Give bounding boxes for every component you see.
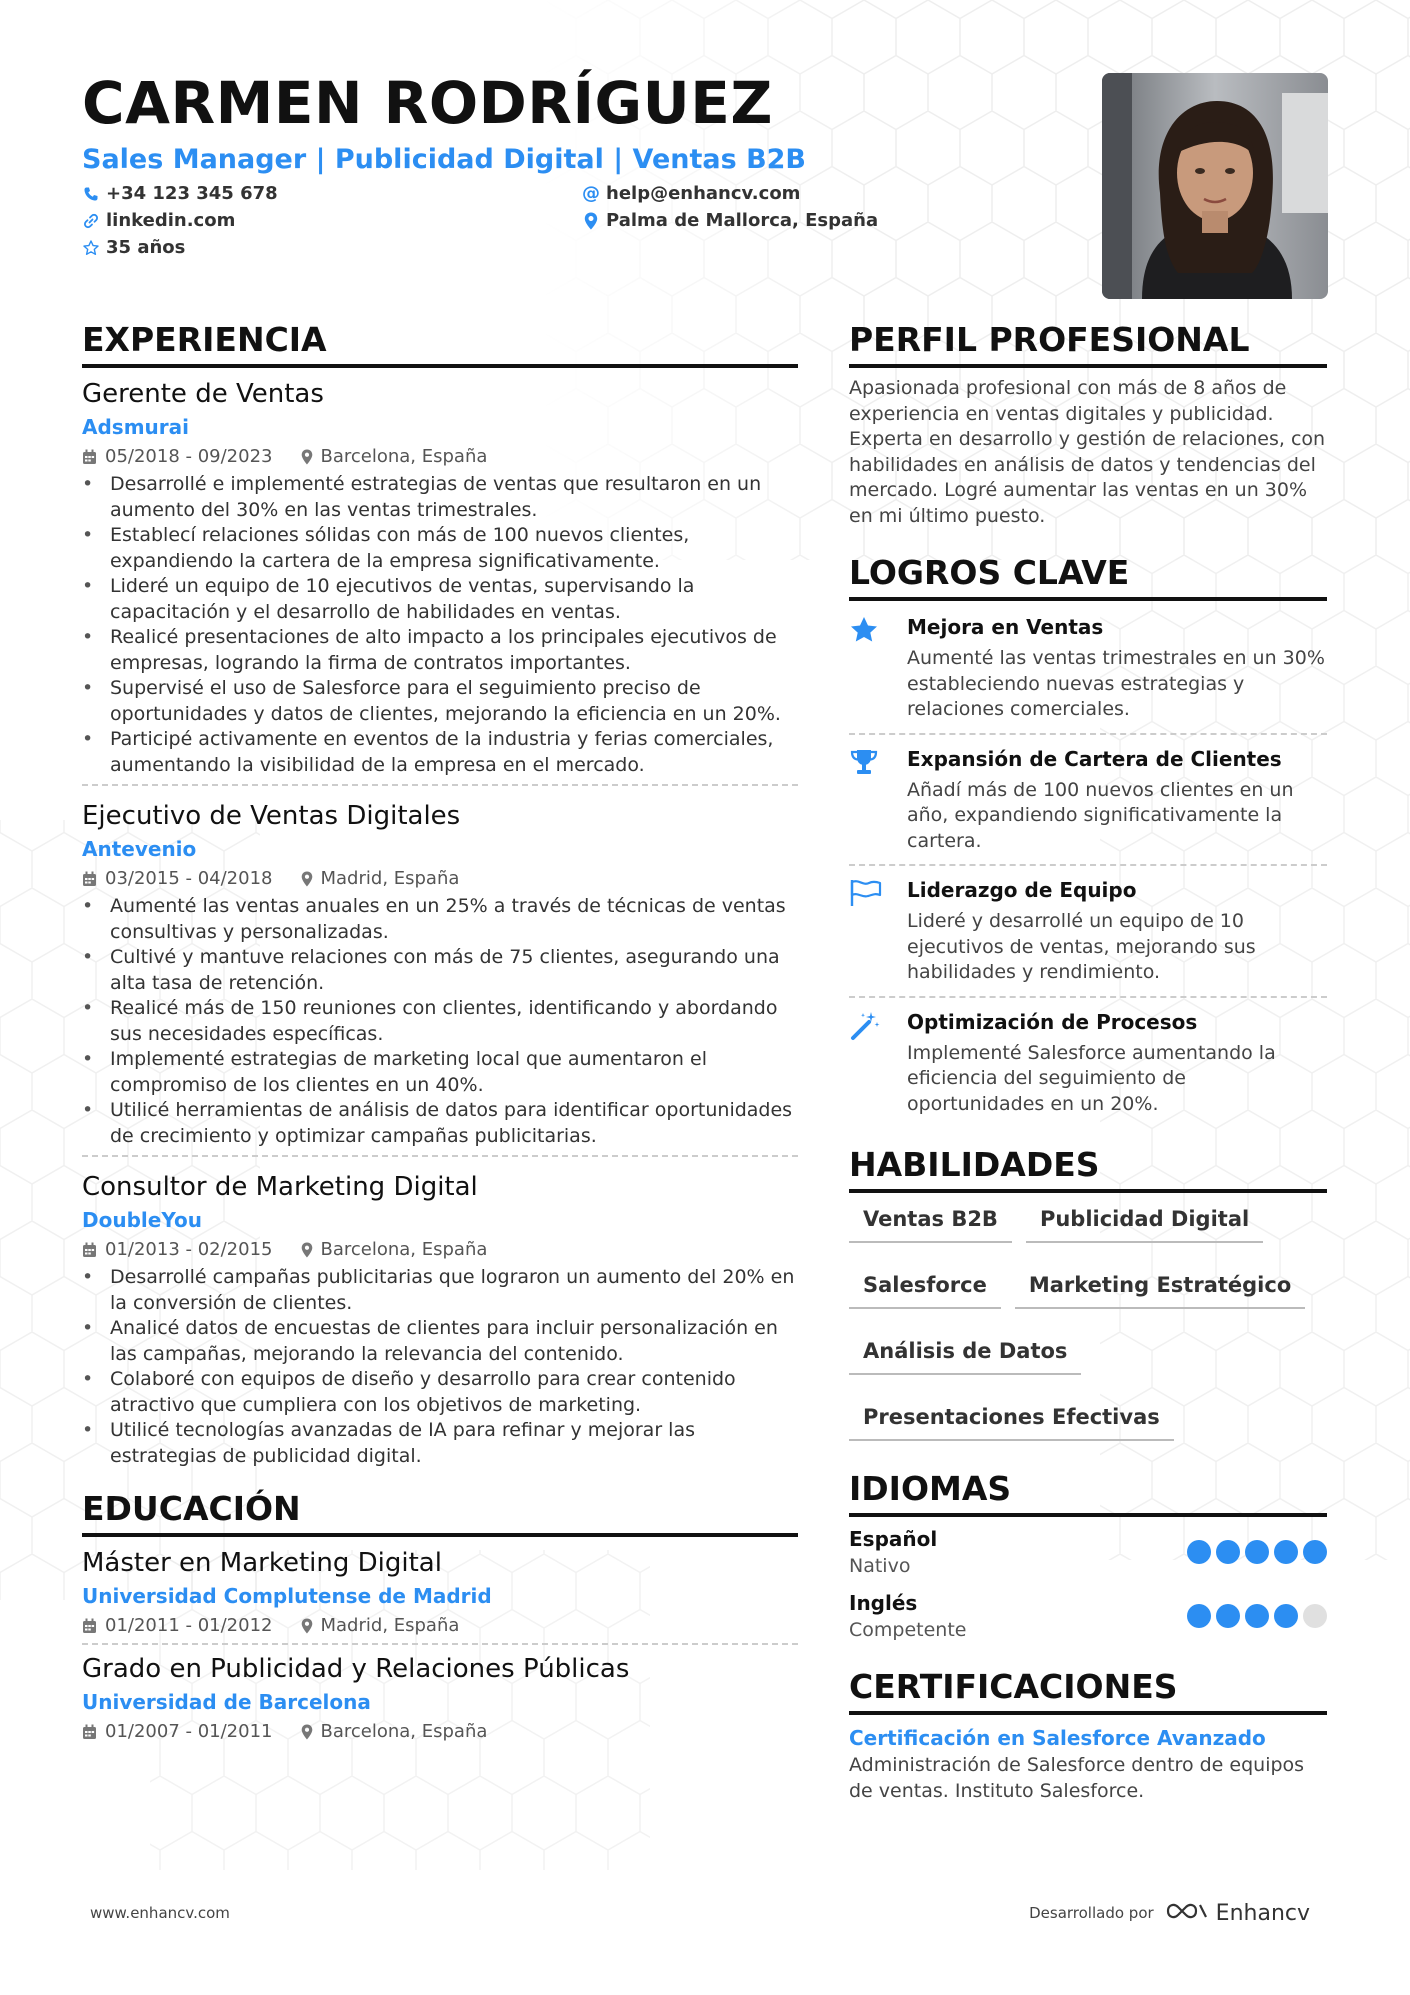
achievement-bullets [82, 894, 798, 1149]
achievements-list [849, 603, 1327, 1127]
achievement-bullets [82, 472, 798, 778]
bullet-item: • Desarrollé e implementé estrategias de ventas que resultaron en un aumento del 30% en las ventas trimestrales. [82, 472, 798, 523]
link-icon [82, 212, 100, 230]
bullet-item: • Realicé presentaciones de alto impacto a los principales ejecutivos de empresas, logrando la firma de contratos importantes. [82, 625, 798, 676]
date-range [82, 1717, 273, 1747]
proficiency-dot-filled [1216, 1604, 1240, 1628]
phone-text: +34 123 345 678 [106, 183, 278, 204]
profile-title: PERFIL PROFESIONAL [849, 318, 1327, 368]
certifications-list [849, 1723, 1327, 1804]
proficiency-dot-filled [1303, 1540, 1327, 1564]
skill-tag: Análisis de Datos [849, 1333, 1081, 1375]
bullet-item: • Desarrollé campañas publicitarias que lograron un aumento del 20% en la conversión de clientes. [82, 1265, 798, 1316]
map-pin-icon [301, 1724, 321, 1740]
location-text: Barcelona, España [320, 446, 488, 467]
job-title: Ejecutivo de Ventas Digitales [82, 801, 461, 831]
map-pin-icon [301, 1618, 321, 1634]
skill-tag: Salesforce [849, 1267, 1001, 1309]
headline: Sales Manager | Publicidad Digital | Ventas B2B [82, 144, 807, 175]
left-column [82, 318, 798, 1755]
proficiency-dot-filled [1187, 1540, 1211, 1564]
achievement-description: Aumenté las ventas trimestrales en un 30% estableciendo nuevas estrategias y relaciones comerciales. [907, 647, 1325, 720]
education-list [82, 1545, 798, 1749]
bullet-item: • Participé activamente en eventos de la industria y ferias comerciales, aumentando la visibilidad de la empresa en el mercado. [82, 727, 798, 778]
achievement-title: Optimización de Procesos [907, 1009, 1198, 1034]
achievement-item [849, 866, 1327, 998]
skill-tag: Marketing Estratégico [1015, 1267, 1305, 1309]
language-text [849, 1589, 966, 1643]
company-name[interactable]: Antevenio [82, 837, 197, 861]
achievement-item [849, 603, 1327, 735]
achievement-title: Liderazgo de Equipo [907, 878, 1137, 902]
languages-title: IDIOMAS [849, 1467, 1327, 1517]
achievement-title: Mejora en Ventas [907, 615, 1104, 639]
location-text: Palma de Mallorca, España [606, 210, 879, 231]
bullet-item: • Aumenté las ventas anuales en un 25% a través de técnicas de ventas consultivas y personalizadas. [82, 894, 798, 945]
achievement-body [907, 745, 1327, 855]
degree-title: Grado en Publicidad y Relaciones Públicas [82, 1654, 630, 1684]
location-text: Barcelona, España [320, 1239, 488, 1260]
enhancv-logo-icon [1164, 1900, 1210, 1926]
age-text: 35 años [106, 237, 186, 258]
map-pin-icon [301, 449, 321, 465]
achievement-body [907, 1008, 1327, 1118]
language-item [849, 1589, 1327, 1643]
bullet-item: • Colaboré con equipos de diseño y desarrollo para crear contenido atractivo que cumpliera con los objetivos de marketing. [82, 1367, 798, 1418]
profile-summary: Apasionada profesional con más de 8 años de experiencia en ventas digitales y publicidad. Experta en desarrollo y gestión de relaciones, con habilidades en análisis de datos y tendencias del mercado. Logré aumentar las ventas en un 30% en mi último puesto. [849, 377, 1326, 527]
bullet-item: • Supervisé el uso de Salesforce para el seguimiento preciso de oportunidades y datos de clientes, mejorando la eficiencia en un 20%. [82, 676, 798, 727]
job-title: Consultor de Marketing Digital [82, 1172, 478, 1202]
proficiency-dots [1187, 1540, 1327, 1564]
languages-list [849, 1525, 1327, 1643]
candidate-name: CARMEN RODRÍGUEZ [82, 69, 773, 137]
entry-location [301, 864, 460, 894]
bullet-item: • Utilicé herramientas de análisis de datos para identificar oportunidades de crecimiento y optimizar campañas publicitarias. [82, 1098, 798, 1149]
education-entry [82, 1651, 798, 1749]
achievement-item [849, 998, 1327, 1128]
date-range [82, 864, 273, 894]
date-range [82, 1611, 273, 1641]
experience-list [82, 376, 798, 1475]
location-text: Barcelona, España [320, 1721, 488, 1742]
flag-icon [849, 876, 907, 986]
company-name[interactable]: DoubleYou [82, 1208, 202, 1232]
achievement-description: Añadí más de 100 nuevos clientes en un año, expandiendo significativamente la cartera. [907, 778, 1294, 852]
right-column [849, 318, 1327, 1804]
map-pin-icon [301, 1242, 321, 1258]
calendar-icon [82, 449, 105, 465]
school-name[interactable]: Universidad de Barcelona [82, 1690, 371, 1714]
entry-location [301, 1611, 460, 1641]
footer-site-link[interactable]: www.enhancv.com [90, 1904, 230, 1922]
calendar-icon [82, 871, 105, 887]
calendar-icon [82, 1242, 105, 1258]
skills-list [849, 1201, 1327, 1441]
certification-name[interactable]: Certificación en Salesforce Avanzado [849, 1726, 1266, 1750]
linkedin-text: linkedin.com [106, 210, 236, 231]
calendar-icon [82, 1618, 105, 1634]
brand-name: Enhancv [1215, 1900, 1310, 1926]
date-text: 03/2015 - 04/2018 [105, 868, 273, 889]
footer-brand [1029, 1900, 1310, 1926]
date-text: 01/2007 - 01/2011 [105, 1721, 273, 1742]
profile-photo [1102, 73, 1328, 299]
achievement-title: Expansión de Cartera de Clientes [907, 746, 1282, 771]
location-text: Madrid, España [320, 1615, 460, 1636]
skill-tag: Ventas B2B [849, 1201, 1012, 1243]
bullet-item: • Cultivé y mantuve relaciones con más de 75 clientes, asegurando una alta tasa de retención. [82, 945, 798, 996]
language-name: Español [849, 1527, 938, 1551]
certifications-title: CERTIFICACIONES [849, 1665, 1327, 1715]
skill-tag: Publicidad Digital [1026, 1201, 1263, 1243]
language-level: Nativo [849, 1555, 911, 1577]
experience-entry [82, 1169, 798, 1475]
footer [90, 1900, 1310, 1926]
trophy-icon [849, 745, 907, 855]
entry-location [301, 442, 488, 472]
entry-location [301, 1235, 488, 1265]
entry-meta [82, 864, 798, 894]
phone-contact[interactable] [82, 182, 582, 205]
experience-title: EXPERIENCIA [82, 318, 798, 368]
age-contact [82, 236, 582, 259]
calendar-icon [82, 1724, 105, 1740]
date-text: 05/2018 - 09/2023 [105, 446, 273, 467]
map-pin-icon [301, 871, 321, 887]
experience-entry [82, 376, 798, 786]
education-entry [82, 1545, 798, 1645]
bullet-item: • Realicé más de 150 reuniones con clientes, identificando y abordando sus necesidades específicas. [82, 996, 798, 1047]
magic-wand-icon [849, 1008, 907, 1118]
school-name[interactable]: Universidad Complutense de Madrid [82, 1584, 492, 1608]
language-level: Competente [849, 1619, 967, 1641]
map-pin-icon [582, 212, 600, 230]
bullet-item: • Establecí relaciones sólidas con más de 100 nuevos clientes, expandiendo la cartera de la empresa significativamente. [82, 523, 798, 574]
email-text: help@enhancv.com [606, 183, 801, 204]
proficiency-dot-filled [1274, 1540, 1298, 1564]
degree-title: Máster en Marketing Digital [82, 1548, 442, 1578]
entry-location [301, 1717, 488, 1747]
proficiency-dot-filled [1274, 1604, 1298, 1628]
date-text: 01/2011 - 01/2012 [105, 1615, 273, 1636]
achievement-description: Implementé Salesforce aumentando la eficiencia del seguimiento de oportunidades en un 20%. [907, 1041, 1276, 1115]
achievement-bullets [82, 1265, 798, 1469]
achievement-description: Lideré y desarrollé un equipo de 10 ejecutivos de ventas, mejorando sus habilidades y rendimiento. [907, 910, 1256, 983]
bullet-item: • Utilicé tecnologías avanzadas de IA para refinar y mejorar las estrategias de publicidad digital. [82, 1418, 798, 1469]
job-title: Gerente de Ventas [82, 379, 324, 409]
skills-title: HABILIDADES [849, 1143, 1327, 1193]
location-text: Madrid, España [320, 868, 460, 889]
proficiency-dot-empty [1303, 1604, 1327, 1628]
proficiency-dots [1187, 1604, 1327, 1628]
star-icon [849, 613, 907, 723]
achievements-title: LOGROS CLAVE [849, 551, 1327, 601]
proficiency-dot-filled [1245, 1604, 1269, 1628]
achievement-item [849, 735, 1327, 867]
linkedin-contact[interactable] [82, 209, 582, 232]
date-text: 01/2013 - 02/2015 [105, 1239, 273, 1260]
skill-tag: Presentaciones Efectivas [849, 1399, 1174, 1441]
experience-entry [82, 798, 798, 1157]
star-outline-icon [82, 239, 100, 257]
entry-meta [82, 1611, 798, 1641]
achievement-body [907, 876, 1327, 986]
achievement-body [907, 613, 1327, 723]
location-contact [582, 209, 922, 232]
powered-by-text: Desarrollado por [1029, 1904, 1154, 1922]
resume-header [82, 70, 1042, 259]
company-name[interactable]: Adsmurai [82, 415, 189, 439]
date-range [82, 1235, 273, 1265]
bullet-item: • Analicé datos de encuestas de clientes para incluir personalización en las campañas, mejorando la relevancia del contenido. [82, 1316, 798, 1367]
language-text [849, 1525, 937, 1579]
bullet-item: • Lideré un equipo de 10 ejecutivos de ventas, supervisando la capacitación y el desarrollo de habilidades en ventas. [82, 574, 798, 625]
proficiency-dot-filled [1187, 1604, 1211, 1628]
language-item [849, 1525, 1327, 1579]
email-contact[interactable] [582, 182, 922, 205]
date-range [82, 442, 273, 472]
phone-icon [82, 185, 100, 203]
bullet-item: • Implementé estrategias de marketing local que aumentaron el compromiso de los clientes en un 40%. [82, 1047, 798, 1098]
language-name: Inglés [849, 1591, 918, 1615]
at-sign-icon: @ [582, 183, 600, 204]
entry-meta [82, 442, 798, 472]
proficiency-dot-filled [1245, 1540, 1269, 1564]
entry-meta [82, 1717, 798, 1747]
proficiency-dot-filled [1216, 1540, 1240, 1564]
education-title: EDUCACIÓN [82, 1487, 798, 1537]
entry-meta [82, 1235, 798, 1265]
certification-description: Administración de Salesforce dentro de equipos de ventas. Instituto Salesforce. [849, 1754, 1305, 1802]
contact-info [82, 182, 1042, 259]
